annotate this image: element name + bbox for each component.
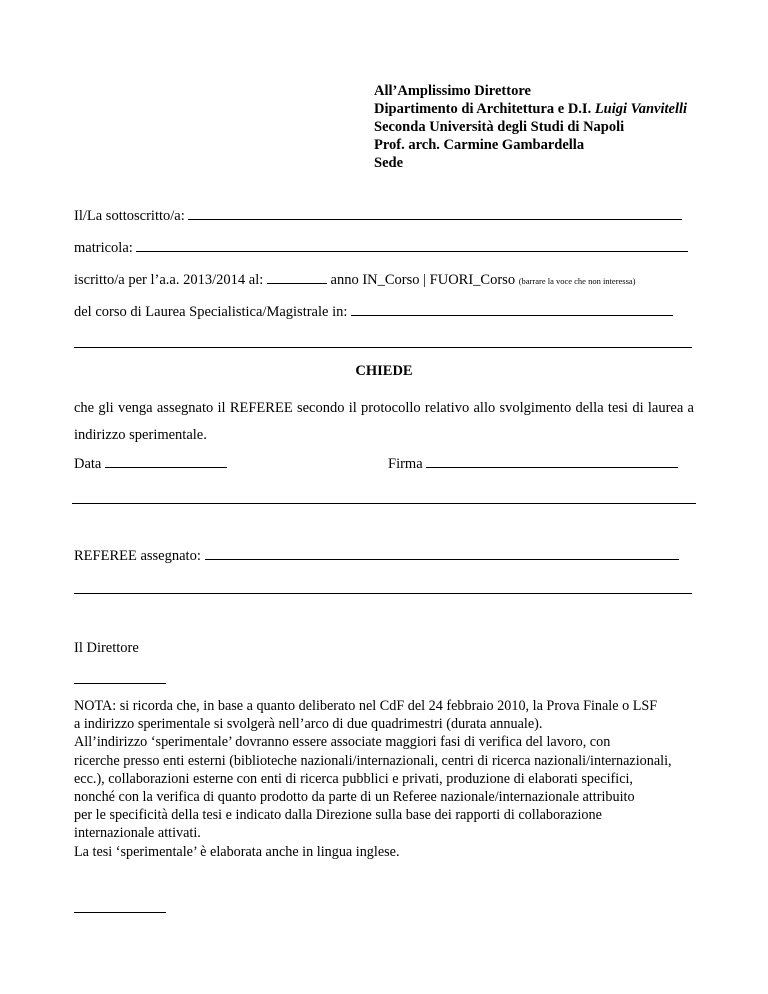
barrare-note: (barrare la voce che non interessa) (518, 276, 636, 286)
recipient-director-name: Prof. arch. Carmine Gambardella (374, 137, 585, 153)
nota-line: per le specificità della tesi e indicato dalla Direzione sulla base dei rapporti di collaborazione (74, 807, 602, 824)
nota-line: internazionale attivati. (74, 825, 201, 842)
chiede-heading: CHIEDE (355, 363, 413, 379)
department-name: Dipartimento di Architettura e D.I. (374, 101, 595, 117)
referee-row (74, 547, 679, 565)
referee-label: REFEREE assegnato: (74, 548, 201, 564)
firma-label: Firma (388, 456, 423, 472)
sottoscritto-label: Il/La sottoscritto/a: (74, 208, 185, 224)
direttore-label: Il Direttore (74, 640, 139, 656)
matricola-row (74, 239, 688, 257)
matricola-label: matricola: (74, 240, 133, 256)
direttore-signature-field[interactable] (74, 683, 166, 684)
iscritto-label: iscritto/a per l’a.a. 2013/2014 al: (74, 272, 264, 288)
anno-corso-label: anno IN_Corso | FUORI_Corso (330, 272, 516, 288)
data-row (74, 455, 227, 473)
nota-block (74, 697, 746, 861)
matricola-field[interactable] (136, 239, 688, 252)
department-eponym: Luigi Vanvitelli (594, 101, 688, 117)
data-field[interactable] (105, 455, 227, 468)
corso-continuation-field[interactable] (74, 347, 692, 348)
iscritto-field[interactable] (267, 271, 327, 284)
nota-line: La tesi ‘sperimentale’ è elaborata anche in lingua inglese. (74, 843, 400, 860)
sottoscritto-field[interactable] (188, 207, 682, 220)
request-paragraph: che gli venga assegnato il REFEREE secondo il protocollo relativo allo svolgimento della tesi di laurea a indirizzo sperimentale. (74, 400, 694, 443)
nota-line: a indirizzo sperimentale si svolgerà nell’arco di due quadrimestri (durata annuale). (74, 716, 543, 733)
recipient-university: Seconda Università degli Studi di Napoli (374, 119, 625, 135)
referee-field[interactable] (205, 547, 679, 560)
referee-continuation-field[interactable] (74, 593, 692, 594)
corso-row (74, 303, 673, 321)
recipient-title: All’Amplissimo Direttore (374, 83, 531, 99)
recipient-department (374, 100, 687, 118)
nota-line: ricerche presso enti esterni (biblioteche nazionali/internazionali, centri di ricerca nazionali/internazionali, (74, 752, 672, 769)
sottoscritto-row (74, 207, 682, 225)
data-label: Data (74, 456, 102, 472)
recipient-location: Sede (374, 155, 403, 171)
section-divider (72, 503, 696, 504)
iscritto-row (74, 271, 636, 289)
nota-line: All’indirizzo ‘sperimentale’ dovranno essere associate maggiori fasi di verifica del lavoro, con (74, 734, 611, 751)
nota-line: NOTA: si ricorda che, in base a quanto deliberato nel CdF del 24 febbraio 2010, la Prova Finale o LSF (74, 698, 658, 714)
nota-line: ecc.), collaborazioni esterne con enti di ricerca pubblici e privati, produzione di elaborati specifici, (74, 770, 633, 787)
nota-line: nonché con la verifica di quanto prodotto da parte di un Referee nazionale/internazionale attribuito (74, 789, 635, 806)
corso-label: del corso di Laurea Specialistica/Magistrale in: (74, 304, 348, 320)
recipient-address (374, 82, 687, 172)
firma-field[interactable] (426, 455, 678, 468)
bottom-signature-field[interactable] (74, 912, 166, 913)
firma-row (388, 455, 678, 473)
corso-field[interactable] (351, 303, 673, 316)
